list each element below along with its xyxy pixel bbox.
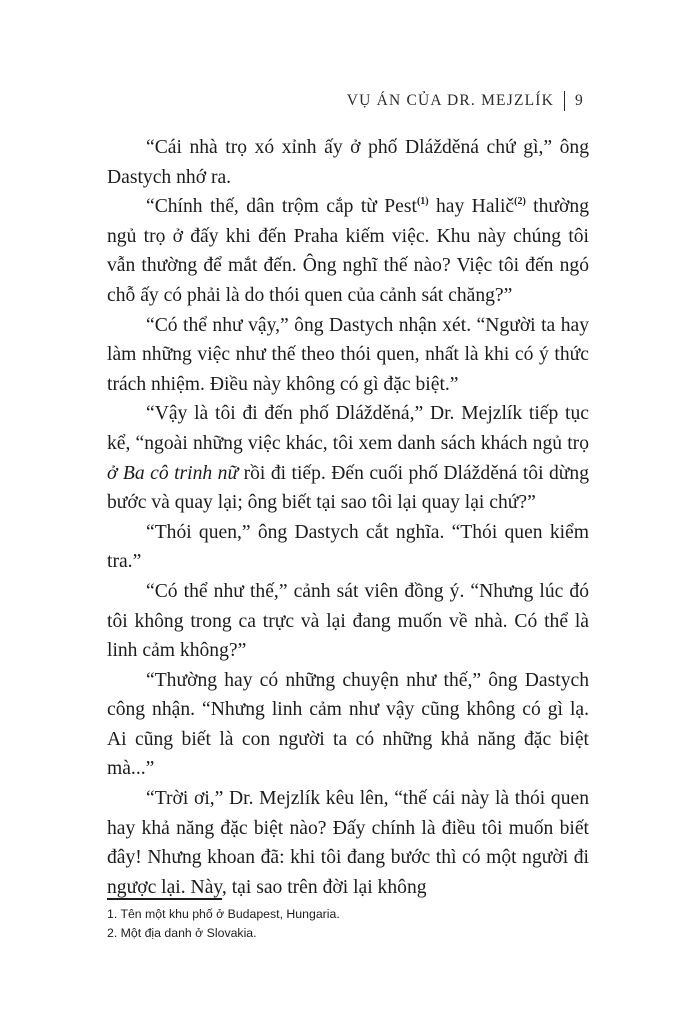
paragraph-1: “Cái nhà trọ xó xỉnh ấy ở phố Dlážděná chứ gì,” ông Dastych nhớ ra.	[107, 137, 589, 188]
paragraph-2-text-b: hay Halič	[428, 196, 515, 218]
body-text	[107, 133, 589, 902]
paragraph-2-text-a: “Chính thế, dân trộm cắp từ Pest	[146, 196, 417, 218]
footnote-rule	[107, 898, 222, 900]
paragraph-7: “Thường hay có những chuyện như thế,” ông Dastych công nhận. “Nhưng linh cảm như vậy cũng không có gì lạ. Ai cũng biết là con người ta có những khả năng đặc biệt mà...”	[107, 669, 589, 780]
footnote-ref-1: (1)	[416, 196, 429, 208]
italic-place-name: ở Ba cô trinh nữ	[107, 462, 239, 484]
running-title: VỤ ÁN CỦA DR. MEJZLÍK	[346, 92, 555, 109]
paragraph-3: “Có thể như vậy,” ông Dastych nhận xét. “Người ta hay làm những việc như thế theo thói quen, nhất là khi có ý thức trách nhiệm. Điều này không có gì đặc biệt.”	[107, 314, 589, 395]
paragraph-4	[107, 399, 589, 517]
running-header	[347, 91, 584, 111]
paragraph-8: “Trời ơi,” Dr. Mejzlík kêu lên, “thế cái này là thói quen hay khả năng đặc biệt nào? Đấy chính là điều tôi muốn biết đây! Nhưng khoan đã: khi tôi đang bước thì có một người đi ngược lại. Này, tại sao trên đời lại không	[107, 788, 589, 898]
footnote-ref-2: (2)	[514, 196, 526, 208]
paragraph-4-text-b: rồi đi tiếp. Đến cuối phố Dlážděná tôi dừng bước và quay lại; ông biết tại sao tôi lại quay lại chứ?”	[107, 462, 589, 514]
footnote-2: 2. Một địa danh ở Slovakia.	[107, 926, 257, 940]
paragraph-6: “Có thể như thế,” cảnh sát viên đồng ý. “Nhưng lúc đó tôi không trong ca trực và lại đang muốn về nhà. Có thể là linh cảm không?”	[107, 580, 589, 662]
paragraph-2-text-c: thường ngủ trọ ở đấy khi đến Praha kiếm việc. Khu này chúng tôi vẫn thường để mắt đến. Ông nghĩ thế nào? Việc tôi đến ngó chỗ ấy có phải là do thói quen của cảnh sát chăng?”	[107, 196, 589, 306]
header-divider	[564, 91, 565, 111]
paragraph-5: “Thói quen,” ông Dastych cắt nghĩa. “Thói quen kiểm tra.”	[107, 521, 589, 573]
page-number: 9	[575, 92, 584, 109]
paragraph-4-text-a: “Vậy là tôi đi đến phố Dlážděná,” Dr. Mejzlík tiếp tục kể, “ngoài những việc khác, tôi xem danh sách khách ngủ trọ	[107, 403, 589, 454]
footnote-1: 1. Tên một khu phố ở Budapest, Hungaria.	[107, 907, 340, 921]
footnotes	[107, 905, 340, 943]
paragraph-2	[107, 192, 589, 310]
